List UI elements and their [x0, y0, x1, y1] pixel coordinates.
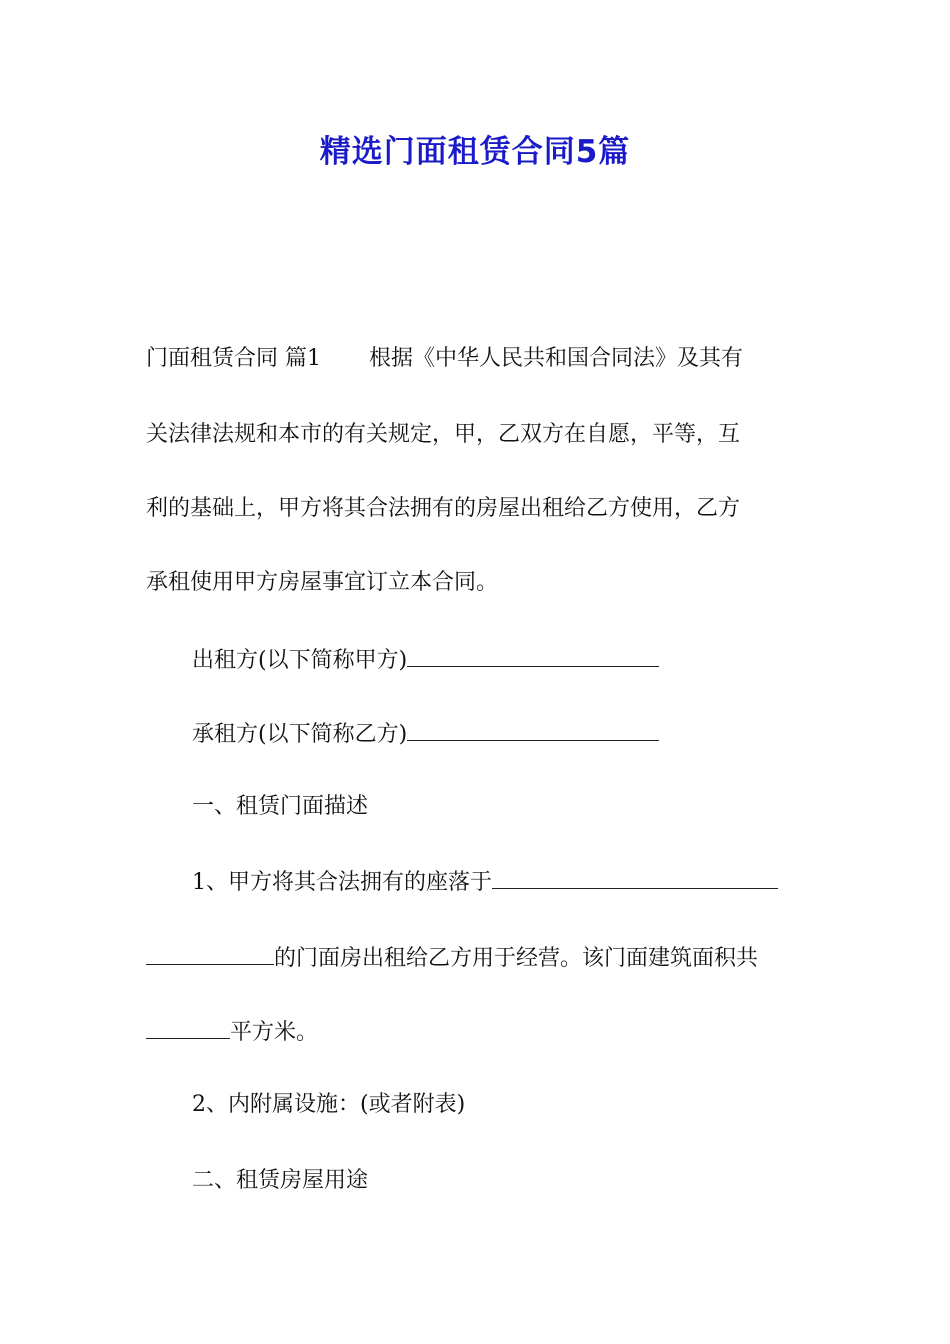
lessor-blank [407, 644, 659, 667]
clause-1-line [192, 866, 778, 898]
address-blank-continued [146, 942, 274, 965]
clause-2-line: 2、内附属设施：(或者附表) [192, 1092, 466, 1117]
clause-1-text-2: 的门面房出租给乙方用于经营。该门面建筑面积共 [274, 946, 759, 971]
document-title: 精选门面租赁合同5篇 [319, 134, 631, 170]
section-heading: 门面租赁合同 篇1 [146, 346, 321, 371]
paragraph-line-2: 关法律法规和本市的有关规定，甲，乙双方在自愿，平等，互 [146, 422, 741, 447]
section-heading-1: 一、租赁门面描述 [192, 794, 369, 819]
paragraph-text: 根据《中华人民共和国合同法》及其有 [369, 346, 744, 371]
paragraph-line-1 [146, 344, 743, 374]
lessor-line [192, 644, 659, 676]
lessor-label: 出租方(以下简称甲方) [192, 648, 408, 673]
area-blank [146, 1016, 230, 1039]
paragraph-line-3: 利的基础上，甲方将其合法拥有的房屋出租给乙方使用，乙方 [146, 496, 741, 521]
lessee-blank [407, 718, 659, 741]
section-heading-2: 二、租赁房屋用途 [192, 1168, 369, 1193]
clause-1-text-3: 平方米。 [230, 1020, 319, 1045]
clause-1-line-3 [146, 1016, 318, 1048]
clause-1-text: 1、甲方将其合法拥有的座落于 [192, 870, 492, 895]
paragraph-line-4: 承租使用甲方房屋事宜订立本合同。 [146, 570, 499, 595]
lessee-line [192, 718, 659, 750]
clause-1-line-2 [146, 942, 758, 974]
lessee-label: 承租方(以下简称乙方) [192, 722, 408, 747]
address-blank [492, 866, 778, 889]
